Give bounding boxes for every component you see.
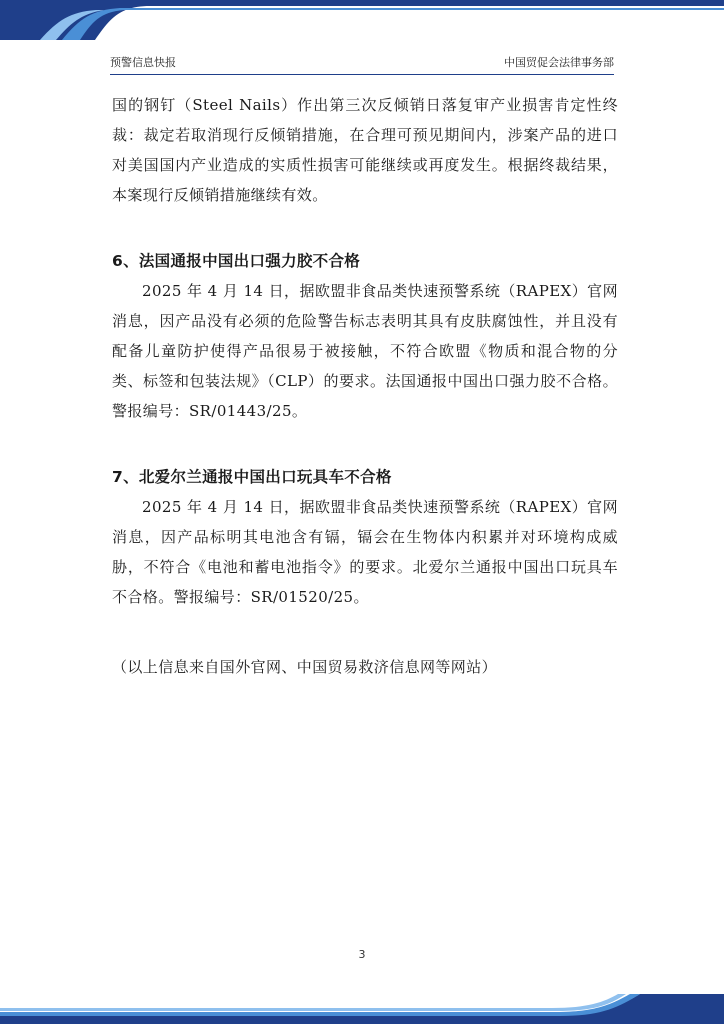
page-number: 3	[358, 948, 366, 961]
bottom-decorative-band	[0, 994, 724, 1024]
document-body	[112, 90, 618, 682]
page-header	[110, 50, 614, 75]
source-note: （以上信息来自国外官网、中国贸易救济信息网等网站）	[112, 658, 498, 676]
section-6-body: 2025 年 4 月 14 日，据欧盟非食品类快速预警系统（RAPEX）官网消息，因产品没有必须的危险警告标志表明其具有皮肤腐蚀性，并且没有配备儿童防护使得产品很易于被接触，不符合欧盟《物质和混合物的分类、标签和包装法规》（CLP）的要求。法国通报中国出口强力胶不合格。警报编号：SR/01443/25。	[112, 282, 618, 420]
section-6-heading: 6、法国通报中国出口强力胶不合格	[112, 252, 361, 270]
header-publication-title: 预警信息快报	[110, 56, 176, 69]
continued-paragraph: 国的钢钉（Steel Nails）作出第三次反倾销日落复审产业损害肯定性终裁：裁定若取消现行反倾销措施，在合理可预见期间内，涉案产品的进口对美国国内产业造成的实质性损害可能继续或再度发生。根据终裁结果，本案现行反倾销措施继续有效。	[112, 96, 618, 204]
header-department-name: 中国贸促会法律事务部	[504, 56, 614, 69]
section-7-heading: 7、北爱尔兰通报中国出口玩具车不合格	[112, 468, 392, 486]
top-decorative-band	[0, 0, 724, 40]
section-7-body: 2025 年 4 月 14 日，据欧盟非食品类快速预警系统（RAPEX）官网消息，因产品标明其电池含有镉，镉会在生物体内积累并对环境构成威胁，不符合《电池和蓄电池指令》的要求。北爱尔兰通报中国出口玩具车不合格。警报编号：SR/01520/25。	[112, 498, 618, 606]
